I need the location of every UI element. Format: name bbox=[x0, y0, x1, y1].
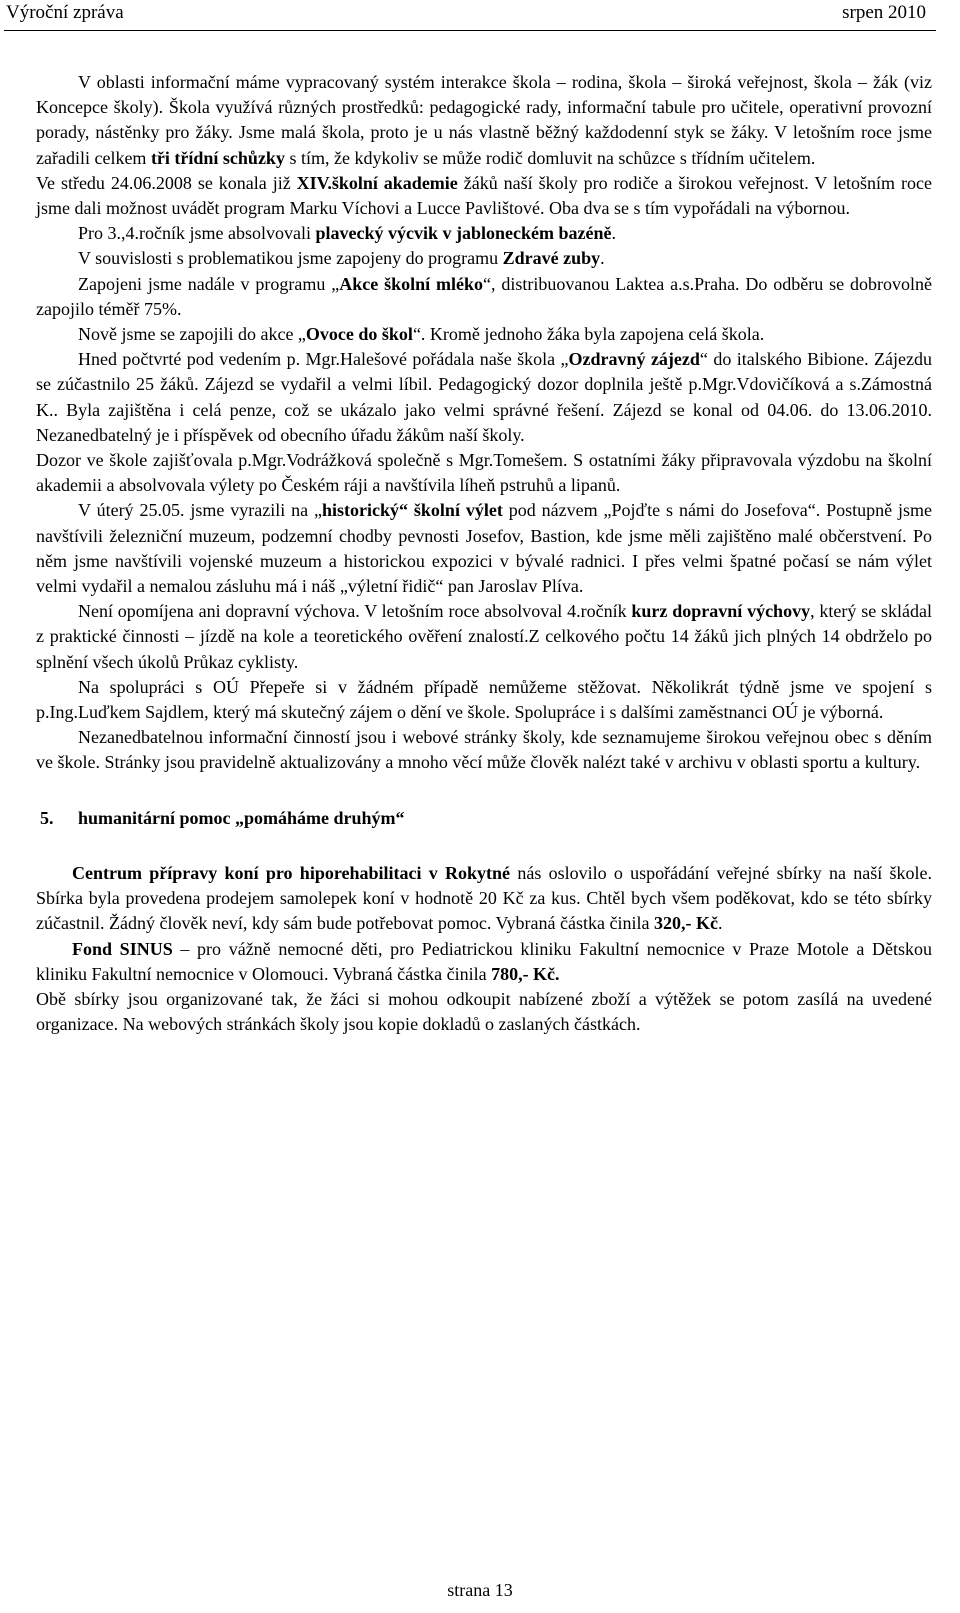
header-title: Výroční zpráva bbox=[6, 2, 124, 23]
paragraph-fruit: Nově jsme se zapojili do akce „Ovoce do škol“. Kromě jednoho žáka byla zapojena celá škola. bbox=[78, 324, 765, 345]
paragraph-sinus: Fond SINUS – pro vážně nemocné děti, pro Pediatrickou kliniku Fakultní nemocnice v Praze Motole a Dětskou kliniku Fakultní nemocnice v Olomouci. Vybraná částka činila 780,- Kč. bbox=[36, 938, 933, 984]
paragraph-municipality: Na spolupráci s OÚ Přepeře si v žádném případě nemůžeme stěžovat. Několikrát týdně jsme ve spojení s p.Ing.Luďkem Sajdlem, který má skutečný zájem o dění ve škole. Spolupráce i s dalšími zaměstnanci OÚ je výborná. bbox=[36, 676, 932, 723]
page-header bbox=[0, 0, 960, 30]
section-heading bbox=[36, 806, 932, 831]
page-number: strana 13 bbox=[447, 1580, 513, 1600]
paragraph-website: Nezanedbatelnou informační činností jsou i webové stránky školy, kde seznamujeme širokou veřejnou obec s děním ve škole. Stránky jsou pravidelně aktualizovány a mnoho věcí může člověk nalézt také v archivu v oblasti sportu a kultury. bbox=[36, 727, 932, 773]
paragraph-healthy-teeth: V souvislosti s problematikou jsme zapojeny do programu Zdravé zuby. bbox=[78, 248, 605, 269]
paragraph-school-milk: Zapojeni jsme nadále v programu „Akce školní mléko“, distribuovanou Laktea a.s.Praha. Do odběru se dobrovolně zapojilo téměř 75%. bbox=[36, 273, 933, 319]
paragraph-trip: Hned počtvrté pod vedením p. Mgr.Halešové pořádala naše škola „Ozdravný zájezd“ do italského Bibione. Zájezdu se zúčastnilo 25 žáků. Zájezd se vydařil a velmi líbil. Pedagogický dozor doplnila ještě p.Mgr.Vdovičíková a s.Zámostná K.. Byla zajištěna i celá penze, což se ukázalo jako velmi správné řešení. Zájezd se konal od 04.06. do 13.06.2010. Nezanedbatelný je i příspěvek od obecního úřadu žákům naší školy. bbox=[36, 349, 932, 445]
section-number: 5. bbox=[40, 807, 54, 828]
paragraph-collections: Obě sbírky jsou organizované tak, že žáci si mohou odkoupit nabízené zboží a výtěžek se potom zasílá na uvedené organizace. Na webových stránkách školy jsou kopie dokladů o zaslaných částkách. bbox=[36, 988, 932, 1035]
paragraph-traffic: Není opomíjena ani dopravní výchova. V letošním roce absolvoval 4.ročník kurz dopravní výchovy, který se skládal z praktické činnosti – jízdě na kole a teoretického ověření znalostí.Z celkového počtu 14 žáků jich plných 14 obdrželo po splnění všech úkolů Průkaz cyklisty. bbox=[36, 601, 932, 672]
paragraph-school-trip: V úterý 25.05. jsme vyrazili na „historický“ školní výlet pod názvem „Pojďte s námi do Josefova“. Postupně jsme navštívili železniční muzeum, podzemní chodby pevnosti Josefov, Bastion, kde jsme měli zajištěno malé občerstvení. Po něm jsme navštívili vojenské muzeum a historickou expozici v bývalé radnici. I přes velmi špatné počasí se nám výlet velmi vydařil a nemalou zásluhu má i náš „výletní řidič“ pan Jaroslav Plíva. bbox=[36, 500, 933, 597]
paragraph-academy: Ve středu 24.06.2008 se konala již XIV.školní akademie žáků naší školy pro rodiče a širokou veřejnost. V letošním roce jsme dali možnost uvádět program Marku Víchovi a Lucce Pavlištové. Oba dva se s tím vypořádali na výbornou. bbox=[36, 172, 932, 219]
header-rule bbox=[4, 30, 936, 31]
spacer bbox=[36, 776, 932, 806]
spacer bbox=[36, 831, 932, 861]
document-body bbox=[36, 70, 932, 1037]
paragraph-communication: V oblasti informační máme vypracovaný systém interakce škola – rodina, škola – široká veřejnost, škola – žák (viz Koncepce školy). Škola využívá různých prostředků: pedagogické rady, informační tabule pro učitele, operativní provozní porady, nástěnky pro žáky. Jsme malá škola, proto je u nás vlastně běžný každodenní styk se žáky. V letošním roce jsme zařadili celkem tři třídní schůzky s tím, že kdykoliv se může rodič domluvit na schůzce s třídním učitelem. bbox=[36, 72, 932, 168]
section-title: humanitární pomoc „pomáháme druhým“ bbox=[78, 807, 405, 828]
paragraph-supervision: Dozor ve škole zajišťovala p.Mgr.Vodrážková společně s Mgr.Tomešem. S ostatními žáky připravovala výzdobu na školní akademii a absolvovala výlety po Českém ráji a navštívila líheň pstruhů a lipanů. bbox=[36, 450, 932, 496]
paragraph-hippotherapy: Centrum přípravy koní pro hiporehabilitaci v Rokytné nás oslovilo o uspořádání veřejné sbírky na naší škole. Sbírka byla provedena prodejem samolepek koní v hodnotě 20 Kč za kus. Chtěl bych všem poděkovat, kdo se této sbírky zúčastnil. Žádný člověk neví, kdy sám bude potřebovat pomoc. Vybraná částka činila 320,- Kč. bbox=[36, 862, 932, 934]
header-date: srpen 2010 bbox=[842, 2, 926, 23]
paragraph-swimming: Pro 3.,4.ročník jsme absolvovali plavecký výcvik v jabloneckém bazéně. bbox=[78, 223, 616, 244]
